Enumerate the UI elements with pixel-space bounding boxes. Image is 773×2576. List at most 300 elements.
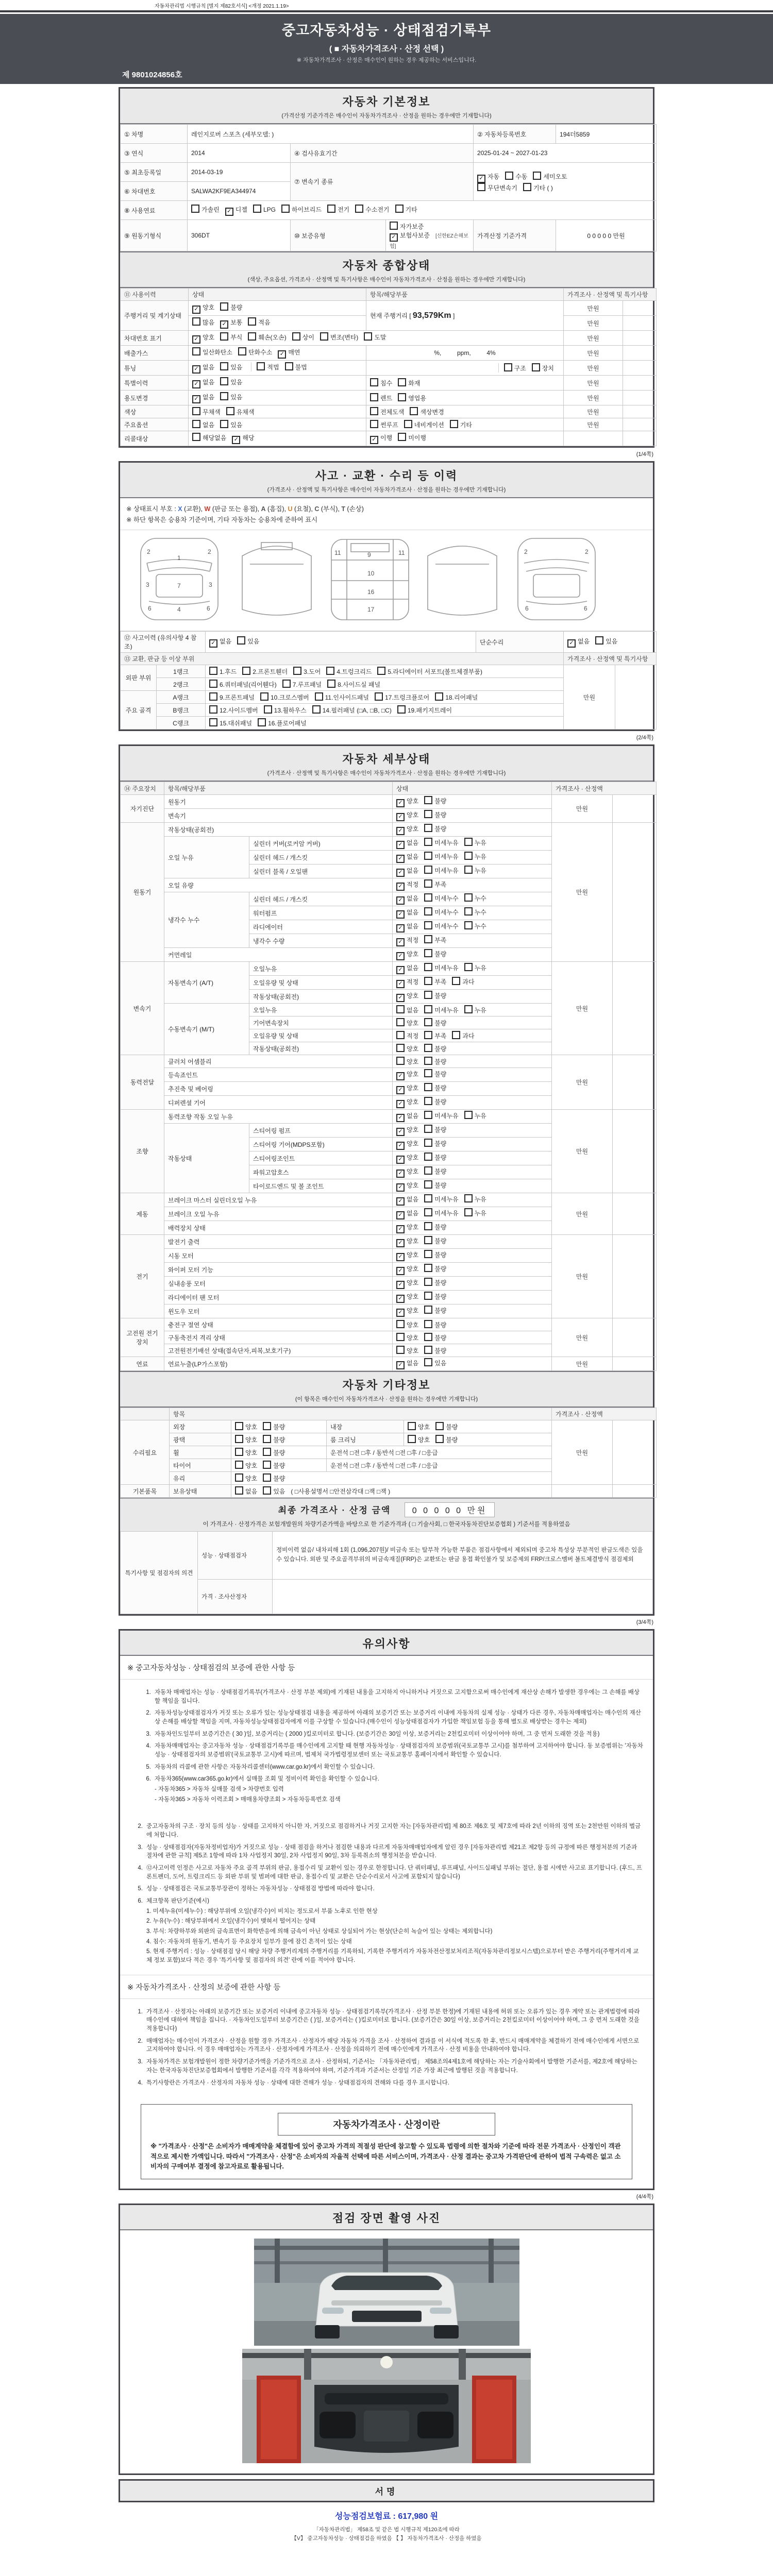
- checkbox[interactable]: [257, 362, 265, 370]
- checkbox[interactable]: [263, 1448, 271, 1456]
- checkbox[interactable]: [248, 317, 256, 326]
- checkbox-checked[interactable]: ✓: [396, 883, 405, 891]
- option-label: 11.인사이드패널: [325, 694, 369, 701]
- checkbox-checked[interactable]: ✓: [396, 1170, 405, 1178]
- checkbox-checked[interactable]: ✓: [396, 1211, 405, 1219]
- diagram-number: 17: [367, 606, 375, 613]
- etc-h-item: 항목: [170, 1408, 552, 1420]
- checkbox[interactable]: [424, 1194, 432, 1202]
- checkbox[interactable]: [532, 363, 540, 371]
- checkbox[interactable]: [370, 378, 378, 386]
- checkbox[interactable]: [464, 1005, 473, 1013]
- checkbox-checked[interactable]: ✓: [396, 1142, 405, 1150]
- detail-h-price: 가격조사 · 산정액: [552, 782, 657, 795]
- checkbox[interactable]: [424, 949, 432, 957]
- checkbox[interactable]: [464, 921, 473, 929]
- checkbox-checked[interactable]: ✓: [396, 1225, 405, 1233]
- checkbox[interactable]: [424, 810, 432, 818]
- option: [424, 1069, 446, 1078]
- option: [424, 1005, 458, 1014]
- table-row: [121, 1055, 657, 1068]
- checkbox[interactable]: [595, 636, 603, 645]
- checkbox[interactable]: [263, 1422, 271, 1430]
- checkbox[interactable]: [191, 205, 199, 213]
- checkbox[interactable]: [209, 705, 217, 714]
- checkbox[interactable]: [424, 1278, 432, 1286]
- checkbox[interactable]: [264, 705, 272, 714]
- option-label: LPG: [263, 206, 276, 213]
- checkbox[interactable]: [364, 332, 372, 341]
- checkbox[interactable]: [395, 205, 404, 213]
- detail-h-device: ⑭ 주요장치: [121, 782, 164, 795]
- checkbox[interactable]: [523, 183, 531, 191]
- option-label: 없음: [203, 364, 215, 371]
- option-label: 19.패키지트레이: [407, 707, 452, 714]
- checkbox[interactable]: [396, 1346, 405, 1354]
- checkbox[interactable]: [396, 1057, 405, 1065]
- checkbox[interactable]: [424, 1166, 432, 1175]
- checkbox-checked[interactable]: ✓: [396, 952, 405, 960]
- checkbox[interactable]: [424, 1044, 432, 1052]
- detail-h-state: 상태: [393, 782, 552, 795]
- remarks-cell: [623, 405, 657, 418]
- price-unit: 만원: [564, 405, 623, 418]
- detail-item: 커먼레일: [164, 948, 393, 962]
- option-label: 일산화탄소: [203, 349, 232, 356]
- notice-item-text: 특기사항란은 가격조사 · 산정자의 자동차 성능 · 상태에 대한 견해가 성능 · 상태점검자의 견해와 다를 경우 표시합니다.: [146, 2079, 449, 2086]
- option-label: 양호: [407, 1140, 419, 1147]
- checkbox[interactable]: [533, 172, 541, 180]
- checkbox[interactable]: [235, 1473, 243, 1482]
- option-label: 불량: [434, 811, 447, 819]
- checkbox-checked[interactable]: ✓: [192, 335, 200, 344]
- table-row: [121, 1318, 657, 1331]
- table-row: [121, 653, 657, 665]
- checkbox[interactable]: [220, 377, 228, 385]
- rankC-label: C랭크: [157, 717, 206, 730]
- detail-state-options: [393, 1221, 552, 1235]
- remarks-cell: [613, 1318, 657, 1357]
- checkbox[interactable]: [424, 1031, 432, 1039]
- detail-item: 발전기 출력: [164, 1235, 393, 1249]
- option: [505, 172, 527, 181]
- checkbox[interactable]: [424, 907, 432, 916]
- checkbox[interactable]: [235, 1486, 243, 1495]
- option: [364, 332, 386, 342]
- checkbox[interactable]: [408, 1435, 416, 1443]
- option-label: 불량: [434, 1168, 447, 1175]
- checkbox[interactable]: [435, 1422, 444, 1430]
- checkbox[interactable]: [424, 824, 432, 832]
- option: [464, 1194, 486, 1204]
- checkbox[interactable]: [220, 302, 228, 311]
- checkbox[interactable]: [424, 921, 432, 929]
- option: [312, 705, 392, 715]
- checkbox-checked[interactable]: ✓: [192, 306, 200, 314]
- checkbox[interactable]: [396, 1333, 405, 1341]
- notice-item-text: 성능 · 상태점검은 국토교통부장관이 정하는 자동차성능 · 상태점검 방법에 따라야 합니다.: [146, 1886, 375, 1892]
- checkbox[interactable]: [464, 1194, 473, 1202]
- checkbox[interactable]: [209, 667, 217, 675]
- checkbox[interactable]: [464, 893, 473, 902]
- checkbox[interactable]: [424, 796, 432, 804]
- checkbox[interactable]: [263, 1473, 271, 1482]
- notice-item: [129, 1843, 644, 1860]
- checkbox[interactable]: [396, 1320, 405, 1328]
- detail-state-options: [393, 837, 552, 851]
- checkbox-checked[interactable]: ✓: [396, 966, 405, 974]
- diagram-number: 11: [334, 549, 341, 556]
- checkbox[interactable]: [396, 1005, 405, 1013]
- checkbox[interactable]: [370, 407, 378, 415]
- checkbox[interactable]: [424, 866, 432, 874]
- checkbox[interactable]: [464, 838, 473, 846]
- checkbox-checked[interactable]: ✓: [370, 436, 378, 444]
- basic-items-label: 기본품목: [121, 1485, 170, 1498]
- checkbox[interactable]: [235, 1448, 243, 1456]
- checkbox-checked[interactable]: ✓: [390, 233, 398, 242]
- option: [396, 1031, 418, 1040]
- checkbox[interactable]: [477, 183, 485, 191]
- checkbox[interactable]: [253, 205, 261, 213]
- checkbox[interactable]: [404, 420, 412, 428]
- checkbox[interactable]: [424, 879, 432, 888]
- checkbox-checked[interactable]: ✓: [396, 896, 405, 905]
- checkbox-checked[interactable]: ✓: [396, 994, 405, 1002]
- option-label: 있음: [273, 1488, 285, 1495]
- checkbox-checked[interactable]: ✓: [396, 855, 405, 863]
- option-label: 자가보증: [400, 223, 424, 230]
- checkbox[interactable]: [424, 991, 432, 999]
- checkbox[interactable]: [327, 680, 335, 688]
- checkbox[interactable]: [292, 332, 300, 341]
- option-label: 불량: [446, 1436, 458, 1444]
- detail-state-options: [393, 1042, 552, 1055]
- option-label: 과다: [462, 978, 475, 986]
- detail-item: 냉각수 수량: [249, 934, 393, 948]
- checkbox[interactable]: [209, 680, 217, 688]
- checkbox[interactable]: [396, 1031, 405, 1039]
- option: [410, 407, 444, 416]
- checkbox-checked[interactable]: ✓: [396, 980, 405, 988]
- checkbox[interactable]: [424, 1139, 432, 1147]
- special-history-items: [366, 376, 564, 391]
- checkbox-checked[interactable]: ✓: [396, 1086, 405, 1094]
- checkbox-checked[interactable]: ✓: [396, 1114, 405, 1122]
- checkbox[interactable]: [408, 1422, 416, 1430]
- holding-state-options: [231, 1485, 552, 1498]
- checkbox[interactable]: [242, 667, 250, 675]
- checkbox[interactable]: [397, 705, 406, 714]
- checkbox[interactable]: [424, 1333, 432, 1341]
- checkbox[interactable]: [424, 1069, 432, 1077]
- checkbox[interactable]: [424, 1097, 432, 1105]
- checkbox-checked[interactable]: ✓: [396, 1253, 405, 1261]
- checkbox[interactable]: [464, 1208, 473, 1216]
- option-label: 양호: [407, 798, 419, 805]
- checkbox-checked[interactable]: ✓: [396, 1072, 405, 1080]
- option-label: 누유: [474, 964, 486, 972]
- notice-item-number: 6.: [138, 1898, 143, 1905]
- option-label: 양호: [407, 1020, 419, 1027]
- checkbox[interactable]: [424, 1180, 432, 1189]
- option: [396, 1057, 418, 1066]
- checkbox[interactable]: [281, 205, 290, 213]
- detail-item: 브레이크 오일 누유: [164, 1207, 393, 1221]
- checkbox[interactable]: [424, 1306, 432, 1314]
- option: [235, 1448, 257, 1457]
- checkbox-checked[interactable]: ✓: [396, 827, 405, 835]
- checkbox[interactable]: [435, 692, 443, 701]
- checkbox[interactable]: [263, 1486, 271, 1495]
- option-label: 양호: [407, 1182, 419, 1189]
- checkbox[interactable]: [464, 866, 473, 874]
- state-code-desc: (부식),: [319, 505, 342, 513]
- checkbox-checked[interactable]: ✓: [396, 1281, 405, 1289]
- notice-list-1: [120, 1680, 653, 1814]
- checkbox-checked[interactable]: ✓: [396, 1183, 405, 1192]
- checkbox[interactable]: [452, 1031, 460, 1039]
- remarks-cell: [623, 301, 657, 316]
- room-cleaning-label: 룸 크리닝: [327, 1433, 404, 1446]
- checkbox[interactable]: [424, 1358, 432, 1366]
- checkbox-checked[interactable]: ✓: [396, 938, 405, 946]
- option: [192, 407, 221, 416]
- detail-state-options: [393, 1249, 552, 1263]
- checkbox-checked[interactable]: ✓: [396, 1267, 405, 1275]
- checkbox[interactable]: [424, 1005, 432, 1013]
- vin-mark-label: 차대번호 표기: [121, 331, 189, 346]
- checkbox[interactable]: [192, 433, 200, 441]
- checkbox[interactable]: [237, 636, 245, 645]
- checkbox[interactable]: [235, 1422, 243, 1430]
- checkbox[interactable]: [293, 667, 301, 675]
- checkbox-checked[interactable]: ✓: [396, 1156, 405, 1164]
- checkbox[interactable]: [464, 963, 473, 971]
- notice-subitem: - 자동차365 > 자동차 실매물 검색 > 차량번호 입력: [155, 1786, 284, 1793]
- checkbox[interactable]: [192, 420, 200, 428]
- option: [424, 1097, 446, 1106]
- checkbox-checked[interactable]: ✓: [209, 639, 217, 648]
- remarks-cell: [613, 1420, 657, 1485]
- option-label: 1.후드: [220, 668, 237, 675]
- option-label: 누유: [474, 1007, 486, 1014]
- checkbox-checked[interactable]: ✓: [232, 436, 240, 444]
- price-cell: 만원: [552, 795, 613, 823]
- price-cell: 만원: [552, 823, 613, 962]
- checkbox-checked[interactable]: ✓: [192, 395, 200, 403]
- checkbox-checked[interactable]: ✓: [396, 799, 405, 807]
- option-label: 상이: [302, 334, 314, 341]
- option: [396, 1223, 418, 1233]
- option: [220, 362, 242, 371]
- checkbox[interactable]: [370, 393, 378, 401]
- checkbox[interactable]: [220, 362, 228, 370]
- option: [248, 317, 270, 327]
- checkbox[interactable]: [464, 1111, 473, 1119]
- option: [424, 838, 458, 847]
- checkbox-checked[interactable]: ✓: [192, 380, 200, 388]
- checkbox[interactable]: [398, 393, 406, 401]
- checkbox[interactable]: [424, 1264, 432, 1272]
- notice-subitem: 2. 누유(누수) : 해당부위에서 오일(냉각수)이 맺혀서 떨어지는 상태: [146, 1918, 316, 1925]
- emission-values: %, ppm, 4%: [366, 346, 564, 361]
- checkbox-checked[interactable]: ✓: [396, 1361, 405, 1369]
- checkbox-checked[interactable]: ✓: [278, 350, 286, 359]
- checkbox-checked[interactable]: ✓: [567, 639, 576, 648]
- checkbox[interactable]: [320, 332, 328, 341]
- checkbox-checked[interactable]: ✓: [396, 1309, 405, 1317]
- option-label: 렌트: [380, 395, 393, 402]
- option: [424, 1278, 446, 1287]
- checkbox[interactable]: [424, 893, 432, 902]
- checkbox[interactable]: [464, 907, 473, 916]
- option-label: 없음: [407, 1210, 419, 1217]
- checkbox[interactable]: [390, 222, 398, 230]
- checkbox[interactable]: [424, 1208, 432, 1216]
- option: [235, 1422, 257, 1431]
- checkbox[interactable]: [505, 172, 513, 180]
- checkbox[interactable]: [396, 1044, 405, 1052]
- checkbox-checked[interactable]: ✓: [396, 841, 405, 849]
- option-label: 양호: [245, 1475, 258, 1482]
- checkbox[interactable]: [424, 1320, 432, 1328]
- option-label: 없음: [407, 853, 419, 860]
- checkbox[interactable]: [248, 332, 256, 341]
- checkbox-checked[interactable]: ✓: [192, 365, 200, 374]
- checkbox-checked[interactable]: ✓: [396, 1197, 405, 1206]
- checkbox[interactable]: [424, 1125, 432, 1133]
- option-label: 있음: [434, 1360, 447, 1367]
- checkbox[interactable]: [424, 1018, 432, 1026]
- glass-options: [231, 1472, 552, 1485]
- checkbox[interactable]: [220, 420, 228, 428]
- remarks-cell: [613, 1485, 657, 1498]
- checkbox-checked[interactable]: ✓: [396, 924, 405, 933]
- checkbox[interactable]: [424, 838, 432, 846]
- checkbox[interactable]: [238, 347, 246, 355]
- option: [424, 796, 446, 805]
- checkbox[interactable]: [396, 1018, 405, 1026]
- checkbox[interactable]: [398, 433, 406, 441]
- notice-list-3: [120, 1999, 653, 2097]
- checkbox[interactable]: [424, 963, 432, 971]
- checkbox-checked[interactable]: ✓: [396, 1100, 405, 1108]
- checkbox[interactable]: [410, 407, 418, 415]
- checkbox[interactable]: [377, 667, 385, 675]
- checkbox[interactable]: [424, 1083, 432, 1091]
- checkbox[interactable]: [370, 420, 378, 428]
- checkbox[interactable]: [355, 205, 363, 213]
- detail-item: 라디에이터: [249, 920, 393, 934]
- checkbox[interactable]: [209, 718, 217, 726]
- simple-repair-label: 단순수리: [476, 632, 564, 653]
- checkbox[interactable]: [235, 1461, 243, 1469]
- checkbox[interactable]: [260, 692, 268, 701]
- option-label: 미세누수: [434, 895, 459, 902]
- option-label: 15.대쉬패널: [220, 720, 253, 727]
- checkbox[interactable]: [375, 692, 383, 701]
- checkbox-checked[interactable]: ✓: [225, 208, 233, 216]
- table-row: [121, 795, 657, 809]
- option: [424, 1208, 458, 1217]
- diagram-number: 6: [584, 605, 587, 612]
- option: [396, 866, 418, 877]
- wheel-positions: 운전석 □전 □후 / 동반석 □전 □후 / □응급: [327, 1446, 552, 1459]
- checkbox[interactable]: [398, 378, 406, 386]
- checkbox-checked[interactable]: ✓: [396, 813, 405, 821]
- checkbox[interactable]: [424, 1292, 432, 1300]
- checkbox[interactable]: [435, 1435, 444, 1443]
- checkbox-checked[interactable]: ✓: [396, 1128, 405, 1136]
- checkbox-checked[interactable]: ✓: [477, 175, 485, 183]
- checkbox[interactable]: [504, 363, 512, 371]
- checkbox[interactable]: [424, 1057, 432, 1065]
- checkbox-checked[interactable]: ✓: [396, 1239, 405, 1247]
- checkbox[interactable]: [226, 407, 234, 415]
- detail-state-options: [393, 934, 552, 948]
- checkbox-checked[interactable]: ✓: [396, 1295, 405, 1303]
- option-label: 부족: [434, 881, 447, 888]
- price-cell: 만원: [552, 1110, 613, 1193]
- checkbox[interactable]: [452, 977, 460, 985]
- main-options-label: 주요옵션: [121, 418, 189, 431]
- checkbox[interactable]: [192, 317, 200, 326]
- checkbox[interactable]: [424, 852, 432, 860]
- detail-state-options: [393, 990, 552, 1004]
- checkbox-checked[interactable]: ✓: [220, 320, 228, 329]
- checkbox[interactable]: [327, 205, 335, 213]
- option: [192, 420, 214, 429]
- checkbox[interactable]: [312, 705, 321, 714]
- checkbox[interactable]: [450, 420, 458, 428]
- checkbox[interactable]: [263, 1435, 271, 1443]
- checkbox-checked[interactable]: ✓: [396, 910, 405, 919]
- checkbox[interactable]: [192, 407, 200, 415]
- checkbox[interactable]: [424, 1222, 432, 1230]
- checkbox[interactable]: [424, 1236, 432, 1244]
- checkbox[interactable]: [424, 1111, 432, 1119]
- checkbox[interactable]: [424, 1153, 432, 1161]
- confirmation-footer: [119, 2526, 654, 2543]
- checkbox[interactable]: [220, 332, 228, 341]
- checkbox[interactable]: [315, 692, 323, 701]
- option: [209, 637, 231, 648]
- checkbox[interactable]: [464, 852, 473, 860]
- checkbox[interactable]: [285, 362, 293, 370]
- checkbox[interactable]: [424, 935, 432, 943]
- checkbox[interactable]: [192, 347, 200, 355]
- checkbox-checked[interactable]: ✓: [396, 869, 405, 877]
- checkbox[interactable]: [209, 692, 217, 701]
- exchange-header: ⑬ 교환, 판금 등 이상 부위: [121, 653, 564, 665]
- checkbox[interactable]: [424, 1346, 432, 1354]
- option: [370, 378, 392, 387]
- checkbox[interactable]: [263, 1461, 271, 1469]
- checkbox[interactable]: [258, 718, 266, 726]
- checkbox[interactable]: [424, 977, 432, 985]
- checkbox[interactable]: [424, 1250, 432, 1258]
- option-label: 양호: [245, 1436, 258, 1444]
- checkbox[interactable]: [220, 392, 228, 400]
- price-cell: 만원: [552, 1193, 613, 1235]
- checkbox[interactable]: [235, 1435, 243, 1443]
- checkbox[interactable]: [326, 667, 334, 675]
- option-label: 없음: [407, 1112, 419, 1120]
- checkbox[interactable]: [282, 680, 291, 688]
- option-label: 있음: [230, 421, 243, 429]
- notice-item: [129, 1864, 644, 1881]
